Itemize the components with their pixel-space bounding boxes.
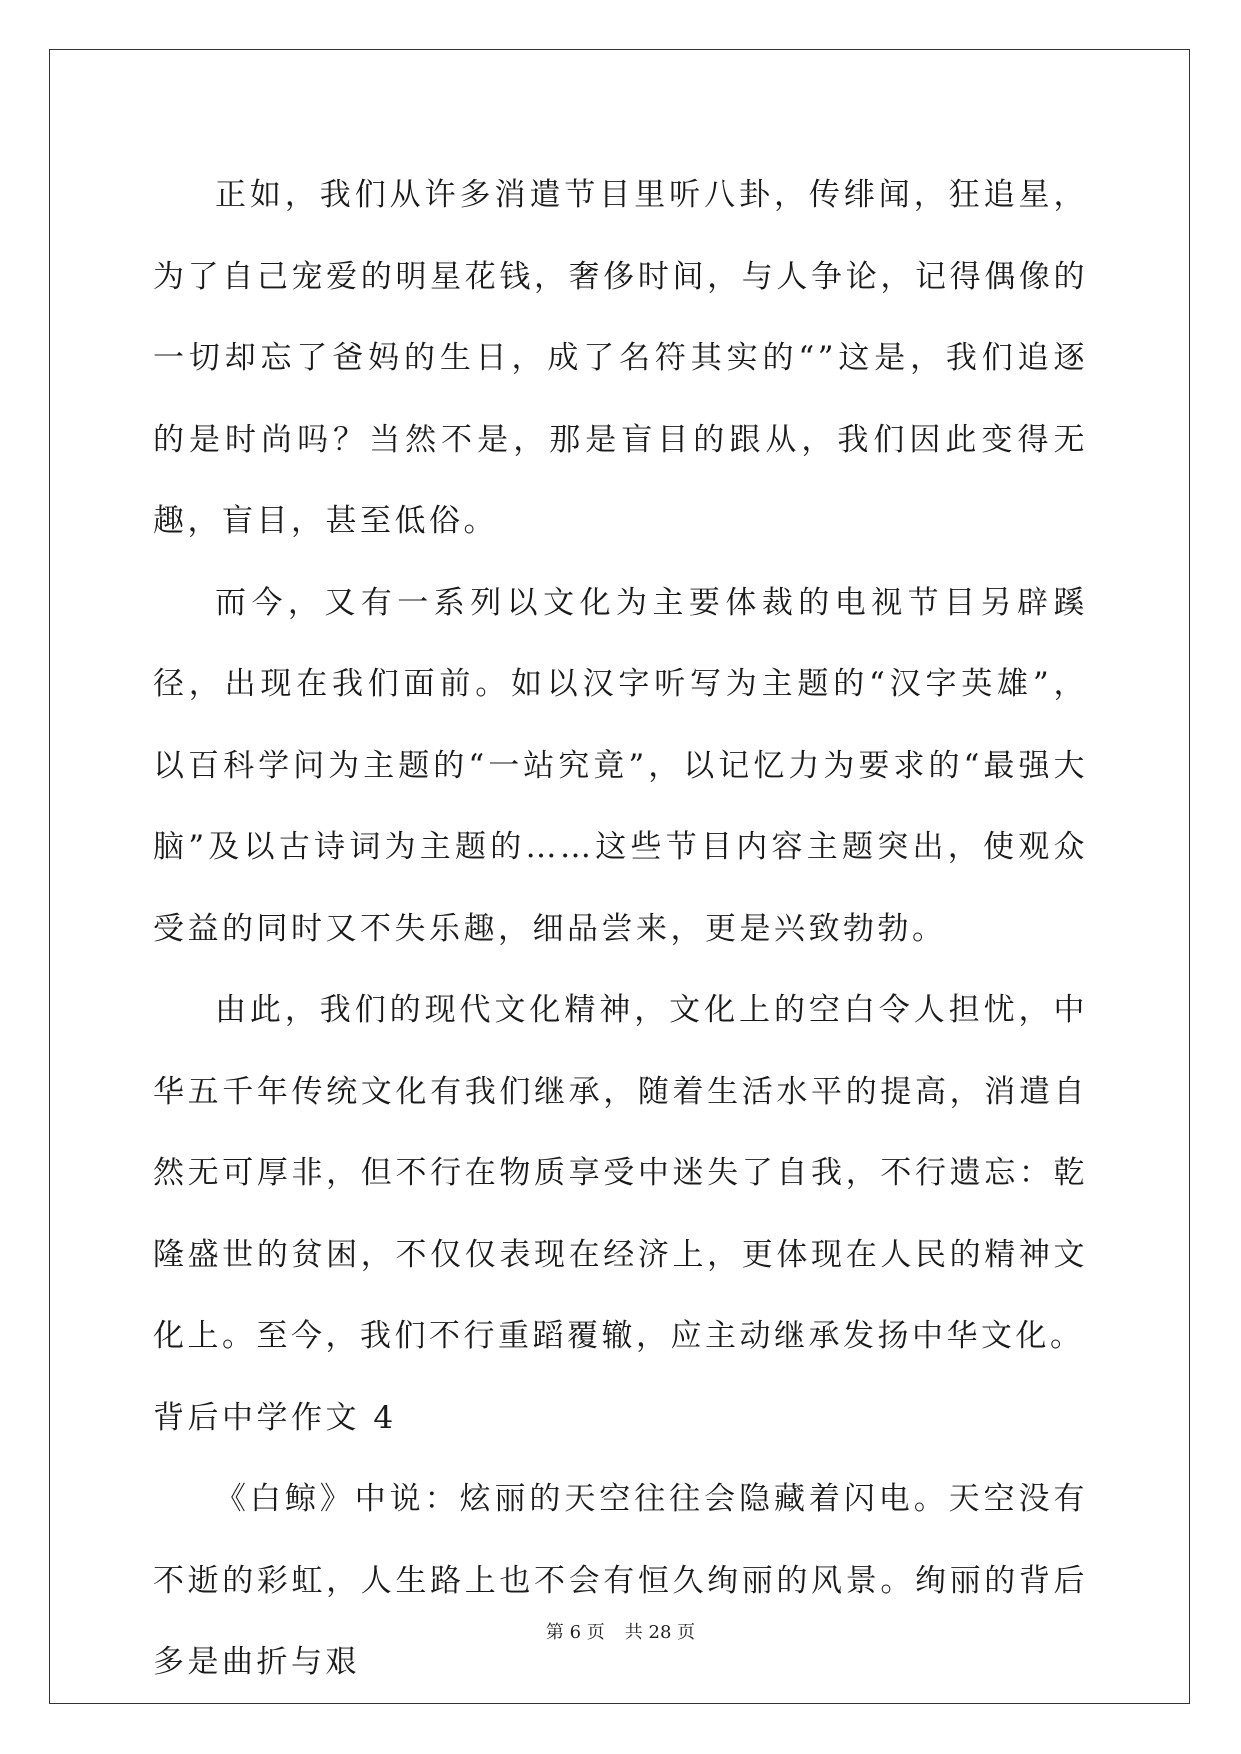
paragraph-1: 正如，我们从许多消遣节目里听八卦，传绯闻，狂追星，为了自己宠爱的明星花钱，奢侈时间，与人争论，记得偶像的一切却忘了爸妈的生日，成了名符其实的“”这是，我们追逐的是时尚吗？当然不是，那是盲目的跟从，我们因此变得无趣，盲目，甚至低俗。 xyxy=(153,177,1088,539)
paragraph-4: 《白鲸》中说：炫丽的天空往往会隐藏着闪电。天空没有不逝的彩虹，人生路上也不会有恒久绚丽的风景。绚丽的背后多是曲折与艰 xyxy=(153,1481,1088,1680)
total-pages: 共 28 页 xyxy=(624,1622,696,1643)
paragraph-3: 由此，我们的现代文化精神，文化上的空白令人担忧，中华五千年传统文化有我们继承，随着生活水平的提高，消遣自然无可厚非，但不行在物质享受中迷失了自我，不行遗忘：乾隆盛世的贫困，不仅仅表现在经济上，更体现在人民的精神文化上。至今，我们不行重蹈覆辙，应主动继承发扬中华文化。 xyxy=(153,992,1088,1354)
paragraph-2: 而今，又有一系列以文化为主要体裁的电视节目另辟蹊径，出现在我们面前。如以汉字听写为主题的“汉字英雄”，以百科学问为主题的“一站究竟”，以记忆力为要求的“最强大脑”及以古诗词为主题的……这些节目内容主题突出，使观众受益的同时又不失乐趣，细品尝来，更是兴致勃勃。 xyxy=(153,584,1088,947)
section-heading: 背后中学作文 4 xyxy=(153,1399,397,1436)
document-body xyxy=(153,155,1088,1704)
page-number: 第 6 页 xyxy=(545,1622,605,1643)
page-footer xyxy=(0,1618,1241,1644)
